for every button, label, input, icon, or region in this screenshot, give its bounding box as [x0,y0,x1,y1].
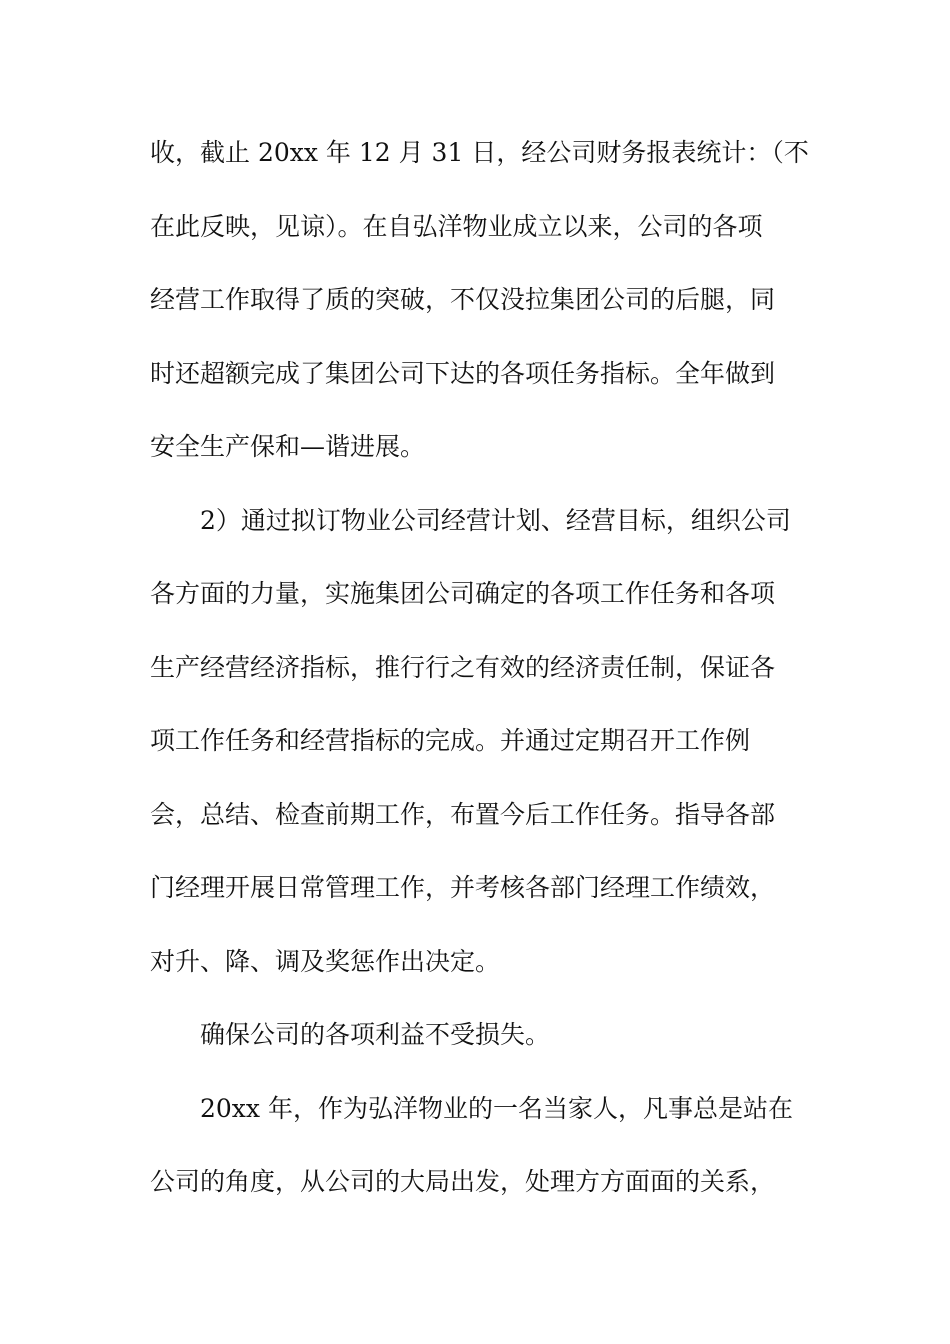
text-line: 会，总结、检查前期工作，布置今后工作任务。指导各部 [150,799,776,829]
paragraph-start-line: 确保公司的各项利益不受损失。 [200,1020,551,1049]
text-line: 在此反映，见谅）。在自弘洋物业成立以来，公司的各项 [150,211,763,241]
paragraph-start-line: 20xx 年，作为弘洋物业的一名当家人，凡事总是站在 [200,1093,793,1123]
text-line: 各方面的力量，实施集团公司确定的各项工作任务和各项 [150,579,776,608]
text-line: 生产经营经济指标，推行行之有效的经济责任制，保证各 [150,652,776,682]
text-line: 安全生产保和—谐进展。 [150,432,426,461]
text-line: 对升、降、调及奖惩作出决定。 [150,946,501,976]
text-line: 经营工作取得了质的突破，不仅没拉集团公司的后腿，同 [150,285,776,314]
text-line: 公司的角度，从公司的大局出发，处理方方面面的关系， [150,1167,776,1196]
text-line: 门经理开展日常管理工作，并考核各部门经理工作绩效， [150,873,776,902]
text-line: 收，截止 20xx 年 12 月 31 日，经公司财务报表统计：（不 [150,138,809,167]
paragraph-start-line: 2）通过拟订物业公司经营计划、经营目标，组织公司 [200,505,791,535]
text-line: 项工作任务和经营指标的完成。并通过定期召开工作例 [150,726,751,755]
text-line: 时还超额完成了集团公司下达的各项任务指标。全年做到 [150,358,776,388]
document-body [150,128,810,1231]
